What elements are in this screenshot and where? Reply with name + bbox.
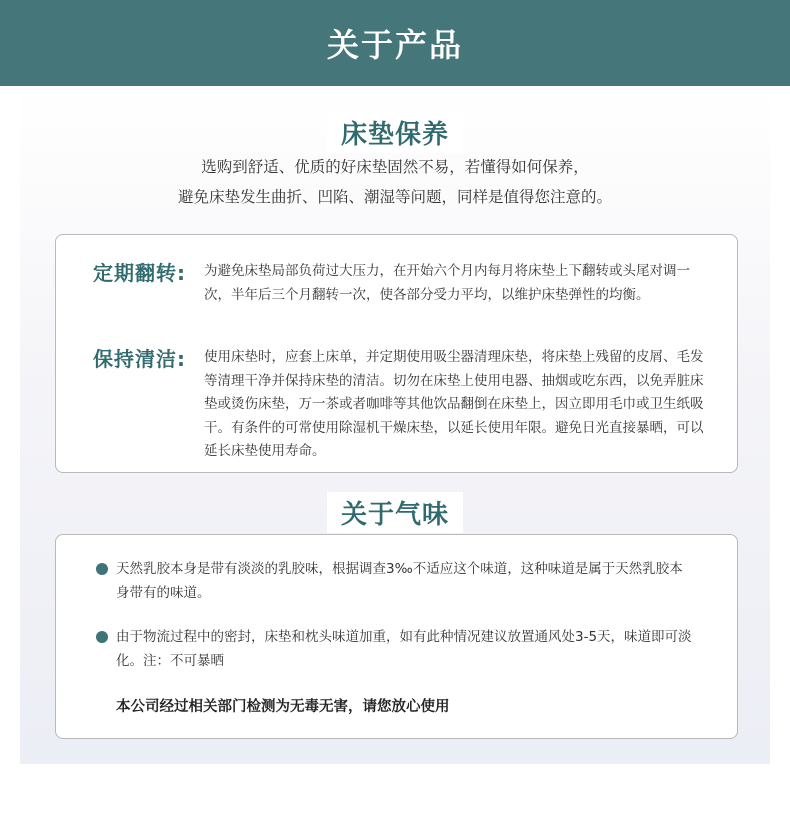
care-box — [55, 234, 738, 473]
header-banner — [0, 0, 790, 86]
page-title: 关于产品 — [326, 26, 463, 64]
odor-box — [55, 534, 738, 739]
care-section-title: 床垫保养 — [327, 112, 463, 153]
care-intro-line: 选购到舒适、优质的好床垫固然不易，若懂得如何保养， — [201, 158, 589, 176]
care-item-text: 使用床垫时，应套上床单，并定期使用吸尘器清理床垫，将床垫上残留的皮屑、毛发等清理干净并保持床垫的清洁。切勿在床垫上使用电器、抽烟或吃东西，以免弄脏床垫或烫伤床垫，万一茶或者咖啡等其他饮品翻倒在床垫上，因立即用毛巾或卫生纸吸干。有条件的可常使用除湿机干燥床垫，以延长使用年限。避免日光直接暴晒，可以延长床垫使用寿命。 — [204, 349, 704, 459]
odor-section-heading — [0, 492, 790, 533]
odor-bullet — [96, 625, 696, 673]
bullet-dot-icon — [96, 631, 108, 643]
care-item-text: 为避免床垫局部负荷过大压力，在开始六个月内每月将床垫上下翻转或头尾对调一次，半年后三个月翻转一次，使各部分受力平均，以维护床垫弹性的均衡。 — [204, 263, 690, 303]
odor-bullet-text: 天然乳胶本身是带有淡淡的乳胶味，根据调查3‰不适应这个味道，这种味道是属于天然乳胶本身带有的味道。 — [116, 561, 683, 601]
odor-bullet-text: 由于物流过程中的密封，床垫和枕头味道加重，如有此种情况建议放置通风处3-5天，味道即可淡化。注：不可暴晒 — [116, 629, 692, 669]
bullet-dot-icon — [96, 563, 108, 575]
care-intro-line: 避免床垫发生曲折、凹陷、潮湿等问题，同样是值得您注意的。 — [177, 188, 612, 206]
odor-section-title: 关于气味 — [327, 492, 463, 533]
odor-bullet — [96, 557, 696, 605]
care-intro — [0, 152, 790, 212]
safety-notice: 本公司经过相关部门检测为无毒无害，请您放心使用 — [116, 699, 450, 715]
care-section-heading — [0, 112, 790, 153]
care-item-label: 定期翻转: — [93, 261, 186, 285]
care-item-label: 保持清洁: — [93, 347, 186, 371]
